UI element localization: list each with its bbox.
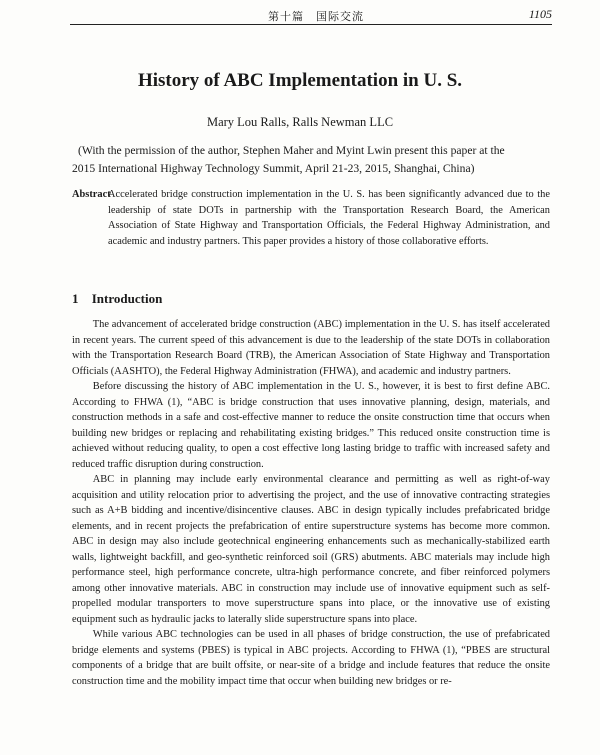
permission-note-line-2: 2015 International Highway Technology Summit, April 21-23, 2015, Shanghai, China) [72, 162, 475, 175]
page-number: 1105 [528, 7, 552, 21]
abstract-text: Accelerated bridge construction implementation in the U. S. has been significantly advanced due to the leadership of state DOTs in partnership with the Transportation Research Board, the American Association of State Highway and Transportation Officials, the Federal Highway Administration, and academic and industry partners. This paper provides a history of those collaborative efforts. [108, 189, 550, 247]
section-heading [72, 291, 162, 307]
running-title: 第十篇 国际交流 [268, 11, 364, 23]
permission-note [72, 142, 550, 178]
paragraph: The advancement of accelerated bridge construction (ABC) implementation in the U. S. has itself accelerated in recent years. The current speed of this advancement is due to the leadership of the state DOTs in collaboration with the Transportation Research Board (TRB), the American Association of State Highway and Transportation Officials (AASHTO), the Federal Highway Administration (FHWA), and academic and industry partners. [72, 319, 550, 377]
paragraph: Before discussing the history of ABC implementation in the U. S., however, it is best to first define ABC. According to FHWA (1), “ABC is bridge construction that uses innovative planning, design, materials, and construction methods in a safe and cost-effective manner to reduce the onsite construction time that occurs when building new bridges or replacing and rehabilitating existing bridges.” This reduced onsite construction time is achieved without reducing quality, to open a cost effective long lasting bridge to traffic with increased safety and reduced traffic disruption during construction. [72, 381, 550, 470]
paragraph: While various ABC technologies can be used in all phases of bridge construction, the use of prefabricated bridge elements and systems (PBES) is typical in ABC projects. According to FHWA (1), “PBES are structural components of a bridge that are built offsite, or near-site of a bridge and include features that reduce the onsite construction time and the mobility impact time that occur when building new bridges or re- [72, 629, 550, 687]
permission-note-line-1: (With the permission of the author, Stephen Maher and Myint Lwin present this paper at the [78, 144, 505, 157]
paper-title: History of ABC Implementation in U. S. [137, 70, 463, 91]
paragraph: ABC in planning may include early environmental clearance and permitting as well as right-of-way acquisition and utility relocation prior to advertising the project, and the use of innovative contracting strategies such as A+B bidding and incentive/disincentive clauses. ABC in design typically includes prefabricated bridge elements, and in recent projects the prefabrication of entire superstructure systems has become more common. ABC in design may also include geotechnical engineering enhancements such as mechanically-stabilized earth walls, lightweight backfill, and geo-synthetic reinforced soil (GRS) abutments. ABC materials may include high performance steel, high performance concrete, ultra-high performance concrete, and fiber reinforced polymers among other innovative materials. ABC in construction may include use of innovative equipment such as self-propelled modular transporters to move superstructure spans into place, or the innovative use of existing equipment such as hydraulic jacks to laterally slide superstructure spans into place. [72, 474, 550, 625]
section-number: 1 [72, 291, 79, 306]
abstract [72, 187, 550, 249]
running-header [70, 6, 552, 25]
section-title: Introduction [91, 291, 163, 306]
abstract-label: Abstract [72, 189, 111, 200]
author-line: Mary Lou Ralls, Ralls Newman LLC [206, 115, 394, 129]
section-body [72, 317, 550, 689]
